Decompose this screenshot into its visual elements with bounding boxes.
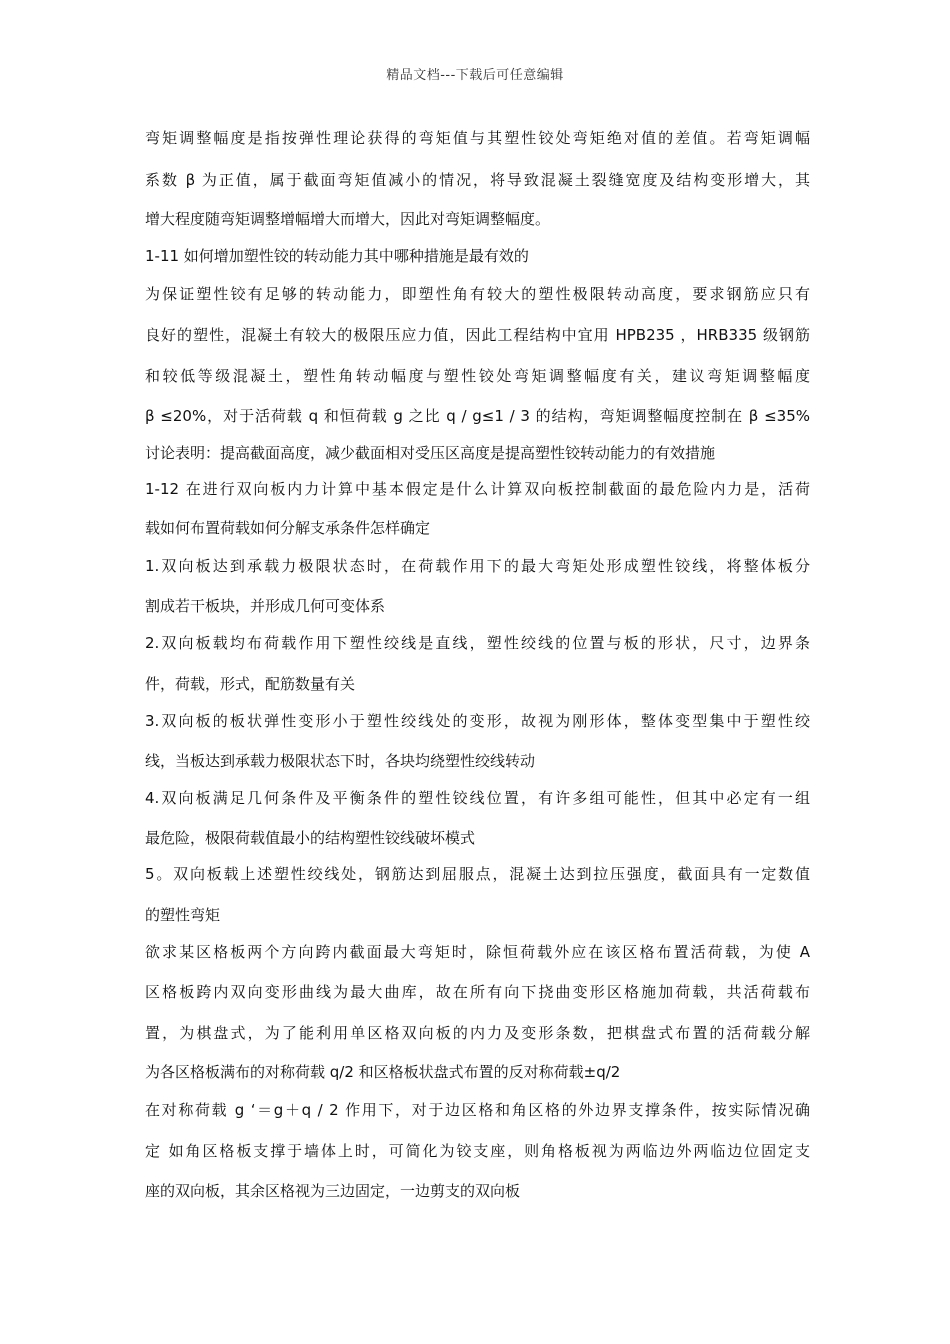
list-item: 最危险，极限荷载值最小的结构塑性铰线破坏模式: [145, 829, 476, 847]
text-line: 区格板跨内双向变形曲线为最大曲库，故在所有向下挠曲变形区格施加荷载，共活荷载布: [145, 983, 810, 1001]
text-line: 在对称荷载 g ‘＝g＋q / 2 作用下，对于边区格和角区格的外边界支撑条件，按实际情况确: [145, 1101, 810, 1119]
page-header: 精品文档---下载后可任意编辑: [386, 68, 564, 83]
text-line: β ≤20%，对于活荷载 q 和恒荷载 g 之比 q / g≤1 / 3 的结构，弯矩调整幅度控制在 β ≤35%: [145, 407, 810, 425]
section-heading: 载如何布置荷载如何分解支承条件怎样确定: [145, 519, 431, 537]
list-item: 3.双向板的板状弹性变形小于塑性绞线处的变形，故视为刚形体，整体变型集中于塑性绞: [145, 712, 810, 730]
list-item: 线，当板达到承载力极限状态下时，各块均绕塑性绞线转动: [145, 752, 536, 770]
text-line: 弯矩调整幅度是指按弹性理论获得的弯矩值与其塑性铰处弯矩绝对值的差值。若弯矩调幅: [145, 129, 810, 147]
section-heading: 1-12 在进行双向板内力计算中基本假定是什么计算双向板控制截面的最危险内力是，活荷: [145, 480, 810, 498]
text-line: 欲求某区格板两个方向跨内截面最大弯矩时，除恒荷载外应在该区格布置活荷载，为使 A: [145, 943, 810, 961]
list-item: 5。双向板载上述塑性绞线处，钢筋达到屈服点，混凝土达到拉压强度，截面具有一定数值: [145, 865, 810, 883]
list-item: 割成若干板块，并形成几何可变体系: [145, 597, 386, 615]
text-line: 增大程度随弯矩调整增幅增大而增大，因此对弯矩调整幅度。: [145, 210, 551, 228]
list-item: 4.双向板满足几何条件及平衡条件的塑性铰线位置，有许多组可能性，但其中必定有一组: [145, 789, 810, 807]
text-line: 讨论表明：提高截面高度，减少截面相对受压区高度是提高塑性铰转动能力的有效措施: [145, 444, 716, 462]
list-item: 2.双向板载均布荷载作用下塑性绞线是直线，塑性绞线的位置与板的形状，尺寸，边界条: [145, 634, 810, 652]
text-line: 置，为棋盘式，为了能利用单区格双向板的内力及变形条数，把棋盘式布置的活荷载分解: [145, 1024, 810, 1042]
text-line: 良好的塑性，混凝土有较大的极限压应力值，因此工程结构中宜用 HPB235 ，HRB335 级钢筋: [145, 326, 810, 344]
text-line: 系数 β 为正值，属于截面弯矩值减小的情况，将导致混凝土裂缝宽度及结构变形增大，其: [145, 171, 810, 189]
text-line: 为保证塑性铰有足够的转动能力，即塑性角有较大的塑性极限转动高度，要求钢筋应只有: [145, 285, 810, 303]
list-item: 的塑性弯矩: [145, 906, 221, 924]
section-heading: 1-11 如何增加塑性铰的转动能力其中哪种措施是最有效的: [145, 247, 529, 265]
text-line: 为各区格板满布的对称荷载 q/2 和区格板状盘式布置的反对称荷载±q/2: [145, 1063, 621, 1081]
list-item: 1.双向板达到承载力极限状态时，在荷载作用下的最大弯矩处形成塑性铰线，将整体板分: [145, 557, 810, 575]
text-line: 座的双向板，其余区格视为三边固定，一边剪支的双向板: [145, 1182, 521, 1200]
text-line: 和较低等级混凝土，塑性角转动幅度与塑性铰处弯矩调整幅度有关，建议弯矩调整幅度: [145, 367, 810, 385]
list-item: 件，荷载，形式，配筋数量有关: [145, 675, 356, 693]
text-line: 定 如角区格板支撑于墙体上时，可简化为铰支座，则角格板视为两临边外两临边位固定支: [145, 1142, 810, 1160]
